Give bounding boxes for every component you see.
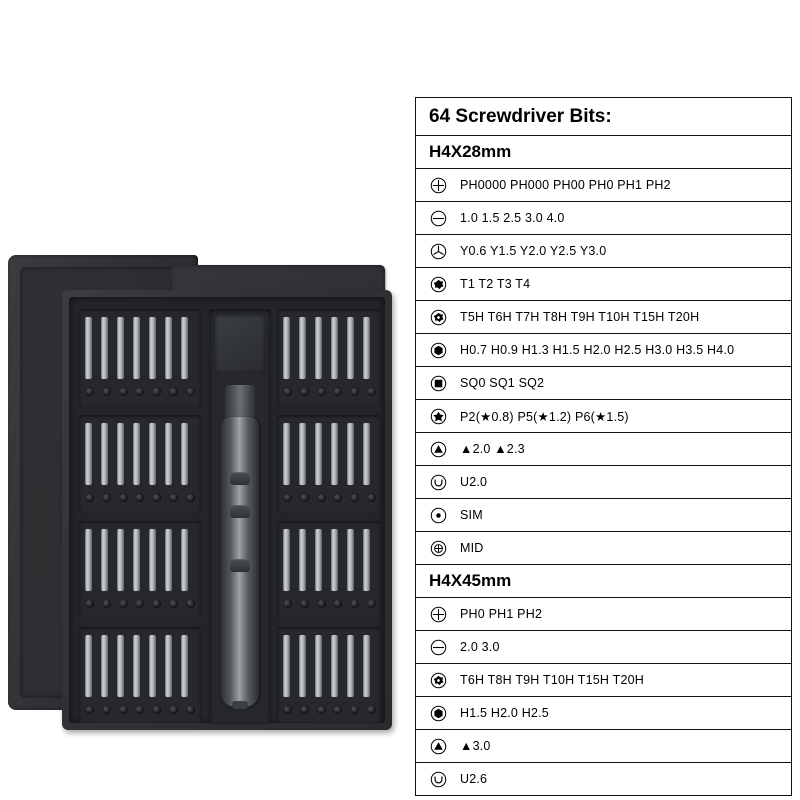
product-photo (0, 245, 400, 745)
sim-pin-icon (416, 507, 460, 524)
spec-row (416, 400, 791, 433)
bit-specification-table (415, 97, 792, 796)
u-shape-bit-icon (416, 474, 460, 491)
spec-row-text: H0.7 H0.9 H1.3 H1.5 H2.0 H2.5 H3.0 H3.5 H4.0 (460, 343, 735, 357)
bit-tray-inner (69, 297, 385, 723)
spec-row-text: 2.0 3.0 (460, 640, 500, 654)
spec-row-text: ▲2.0 ▲2.3 (460, 442, 525, 456)
spec-row (416, 499, 791, 532)
spec-row-text: H1.5 H2.0 H2.5 (460, 706, 549, 720)
bit-block-left-3 (79, 521, 201, 619)
phillips-bit-icon (416, 606, 460, 623)
spec-row (416, 202, 791, 235)
spec-row-text: T5H T6H T7H T8H T9H T10H T15H T20H (460, 310, 700, 324)
spec-row (416, 532, 791, 565)
tri-wing-bit-icon (416, 243, 460, 260)
spec-row (416, 367, 791, 400)
spec-section-heading-row (416, 136, 791, 169)
torx-security-bit-icon (416, 672, 460, 689)
bit-block-right-2 (277, 415, 381, 513)
bit-block-right-3 (277, 521, 381, 619)
hex-bit-icon (416, 705, 460, 722)
bit-block-left-4 (79, 627, 201, 723)
hex-bit-icon (416, 342, 460, 359)
triangle-bit-icon (416, 738, 460, 755)
u-shape-bit-icon (416, 771, 460, 788)
spec-row-text: ▲3.0 (460, 739, 491, 753)
spec-row (416, 268, 791, 301)
spec-row (416, 433, 791, 466)
bit-block-left-2 (79, 415, 201, 513)
bit-block-left-1 (79, 309, 201, 407)
spec-row (416, 301, 791, 334)
spec-row-text: SIM (460, 508, 483, 522)
spec-table-title-row (416, 98, 791, 136)
spec-row (416, 730, 791, 763)
spec-row (416, 466, 791, 499)
spec-row (416, 631, 791, 664)
driver-button-forward (230, 472, 250, 485)
square-bit-icon (416, 375, 460, 392)
spec-row-text: U2.6 (460, 772, 488, 786)
driver-led-indicator (232, 701, 248, 709)
slotted-bit-icon (416, 639, 460, 656)
spec-row-text: MID (460, 541, 484, 555)
spec-row-text: T1 T2 T3 T4 (460, 277, 531, 291)
spec-row (416, 169, 791, 202)
spec-row (416, 235, 791, 268)
mid-bit-icon (416, 540, 460, 557)
spec-table-title: 64 Screwdriver Bits: (429, 105, 612, 127)
phillips-bit-icon (416, 177, 460, 194)
accessory-box (215, 315, 265, 373)
spec-section-heading: H4X28mm (429, 142, 512, 161)
spec-row-text: Y0.6 Y1.5 Y2.0 Y2.5 Y3.0 (460, 244, 607, 258)
driver-button-power (230, 559, 250, 572)
spec-row (416, 763, 791, 796)
slotted-bit-icon (416, 210, 460, 227)
spec-row (416, 664, 791, 697)
spec-row-text: U2.0 (460, 475, 488, 489)
spec-row-text: SQ0 SQ1 SQ2 (460, 376, 545, 390)
torx-bit-icon (416, 276, 460, 293)
spec-section-heading-row (416, 565, 791, 598)
driver-button-reverse (230, 505, 250, 518)
bit-block-right-4 (277, 627, 381, 723)
spec-row-text: PH0 PH1 PH2 (460, 607, 543, 621)
spec-row (416, 334, 791, 367)
bit-tray (62, 290, 392, 730)
spec-row-text: PH0000 PH000 PH00 PH0 PH1 PH2 (460, 178, 671, 192)
triangle-bit-icon (416, 441, 460, 458)
spec-section-heading: H4X45mm (429, 571, 512, 590)
bit-block-right-1 (277, 309, 381, 407)
spec-row (416, 697, 791, 730)
torx-security-bit-icon (416, 309, 460, 326)
spec-row-text: T6H T8H T9H T10H T15H T20H (460, 673, 644, 687)
pentalobe-bit-icon (416, 408, 460, 425)
spec-row (416, 598, 791, 631)
spec-row-text: P2(★0.8) P5(★1.2) P6(★1.5) (460, 409, 629, 424)
spec-row-text: 1.0 1.5 2.5 3.0 4.0 (460, 211, 565, 225)
